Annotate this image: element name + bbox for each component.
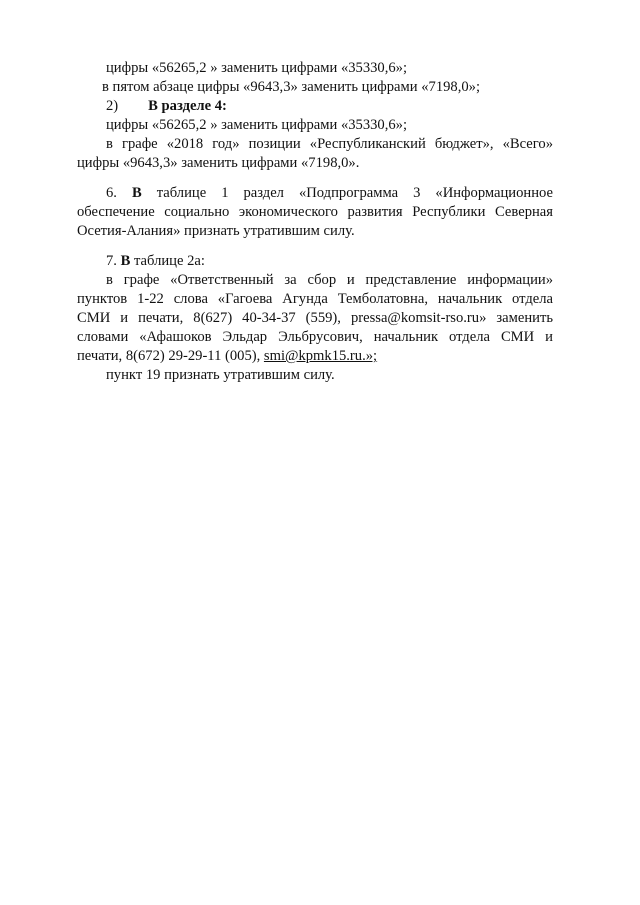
text-line: Осетия-Алания» признать утратившим силу. (77, 223, 355, 239)
text-line: цифры «56265,2 » заменить цифрами «35330,6»; (106, 117, 408, 133)
email-link[interactable]: smi@kpmk15.ru.»; (263, 348, 378, 364)
text-line: пунктов 1-22 слова «Гагоева Агунда Темболатовна, начальник отдела (77, 291, 553, 307)
item-text: таблице 1 раздел «Подпрограмма 3 «Информационное (141, 185, 553, 201)
text-line: в графе «Ответственный за сбор и представление информации» (106, 272, 553, 288)
item-6-line (77, 185, 553, 202)
item-number: 6. (106, 185, 117, 201)
text-line (77, 348, 553, 365)
text-fragment: печати, 8(672) 29-29-11 (005), (77, 348, 264, 364)
bold-letter: В (131, 185, 142, 201)
text-line: цифры «56265,2 » заменить цифрами «35330,6»; (106, 60, 408, 76)
item-text: таблице 2а: (130, 253, 205, 269)
text-line: цифры «9643,3» заменить цифрами «7198,0». (77, 155, 360, 171)
text-line: словами «Афашоков Эльдар Эльбрусович, начальник отдела СМИ и (77, 329, 553, 345)
text-line: пункт 19 признать утратившим силу. (106, 367, 335, 383)
text-line: обеспечение социально экономического развития Республики Северная (77, 204, 553, 220)
bold-letter: В (120, 253, 131, 269)
section-heading: В разделе 4: (148, 98, 227, 114)
list-item-2 (77, 98, 553, 115)
list-number: 2) (106, 98, 119, 114)
item-number: 7. (106, 253, 117, 269)
text-line: в пятом абзаце цифры «9643,3» заменить цифрами «7198,0»; (102, 79, 481, 95)
item-7-line (77, 253, 553, 270)
text-line: СМИ и печати, 8(627) 40-34-37 (559), pressa@komsit-rso.ru» заменить (77, 310, 553, 326)
text-line: в графе «2018 год» позиции «Республиканский бюджет», «Всего» (106, 136, 553, 152)
